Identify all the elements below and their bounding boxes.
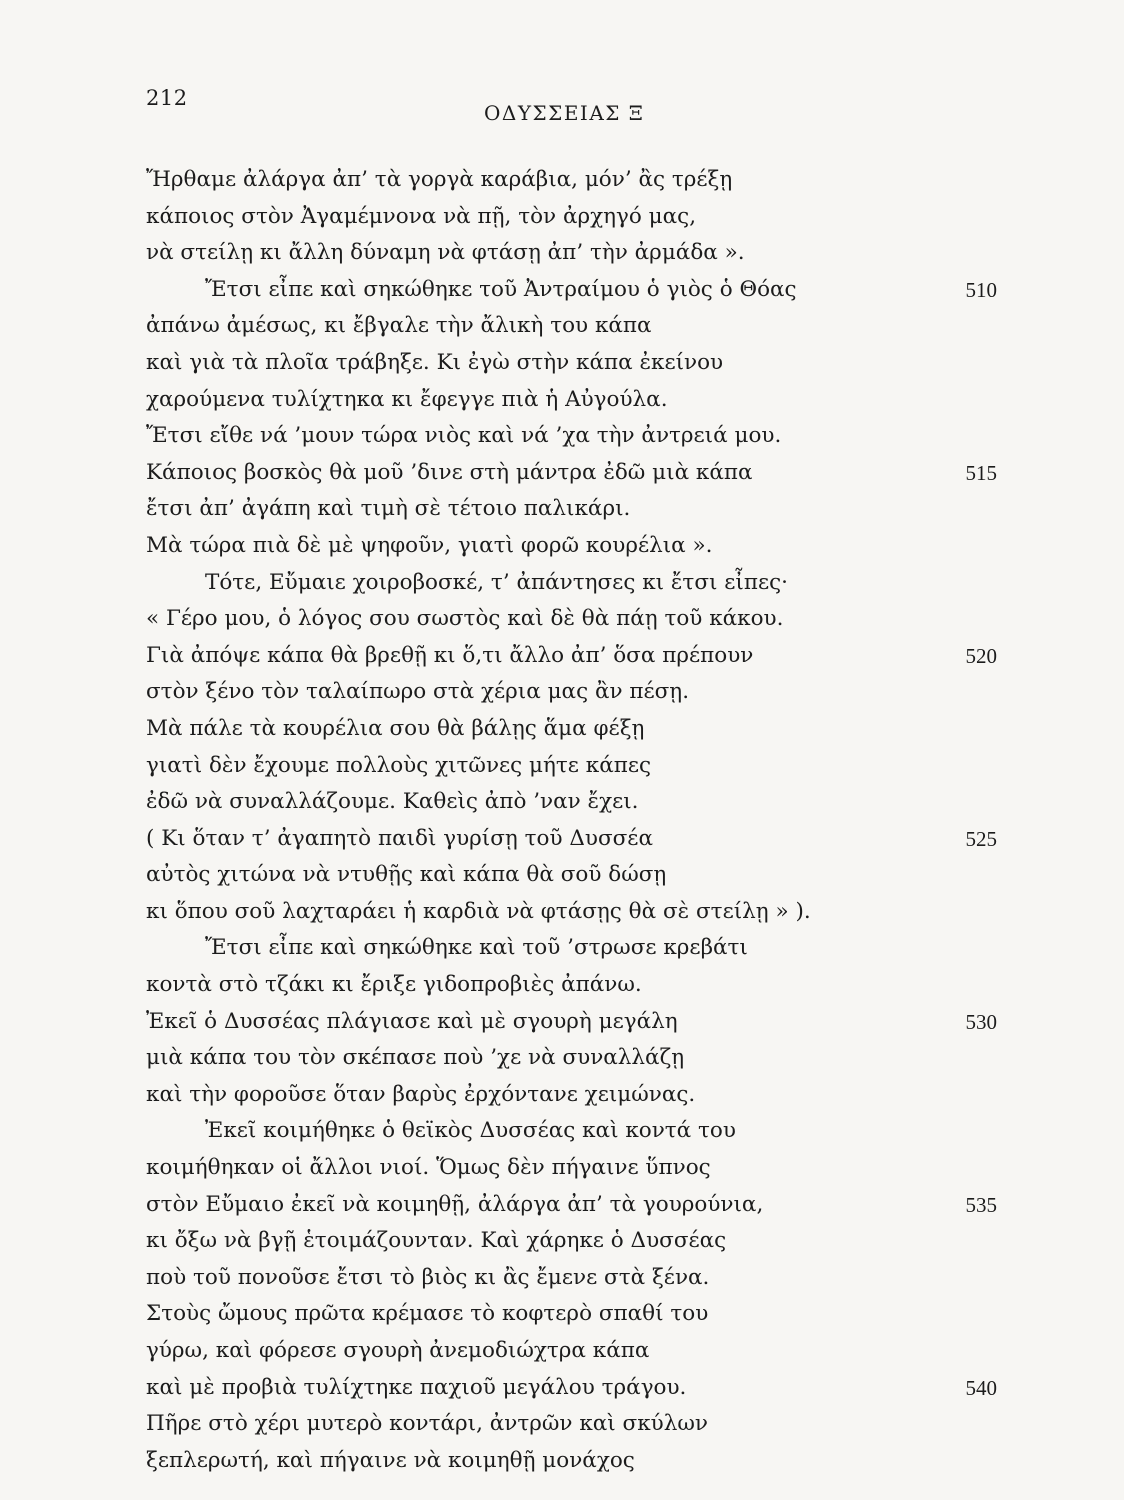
verse-line [0,162,1124,199]
verse-line-text: Στοὺς ὤμους πρῶτα κρέμασε τὸ κοφτερὸ σπαθί του [146,1301,709,1327]
verse-line [0,1260,1124,1297]
verse-line-text: κάποιος στὸν Ἀγαμέμνονα νὰ πῇ, τὸν ἀρχηγό μας, [146,203,697,229]
verse-line [0,1370,1124,1407]
line-number: 520 [965,643,997,668]
verse-line-text: καὶ τὴν φοροῦσε ὅταν βαρὺς ἐρχόντανε χειμώνας. [146,1081,696,1107]
verse-line [0,930,1124,967]
verse-line-text: νὰ στείλῃ κι ἄλλη δύναμη νὰ φτάσῃ ἀπ’ τὴν ἀρμάδα ». [146,240,745,266]
verse-line-text: Ἔτσι εἶπε καὶ σηκώθηκε τοῦ Ἀντραίμου ὁ γιὸς ὁ Θόας [205,276,797,302]
verse-line [0,1443,1124,1480]
verse-line [0,491,1124,528]
verse-line-text: γύρω, καὶ φόρεσε σγουρὴ ἀνεμοδιώχτρα κάπα [146,1338,650,1363]
verse-line-text: χαρούμενα τυλίχτηκα κι ἔφεγγε πιὰ ἡ Αὐγούλα. [146,386,668,412]
verse-line-text: Μὰ τώρα πιὰ δὲ μὲ ψηφοῦν, γιατὶ φορῶ κουρέλια ». [146,532,713,558]
verse-line [0,967,1124,1004]
verse-line-text: στὸν ξένο τὸν ταλαίπωρο στὰ χέρια μας ἂν πέσῃ. [146,679,690,705]
verse-line [0,674,1124,711]
verse-line [0,1406,1124,1443]
verse-line [0,1150,1124,1187]
verse-line [0,1187,1124,1224]
verse-line [0,382,1124,419]
verse-line-text: κοντὰ στὸ τζάκι κι ἔριξε γιδοπροβιὲς ἀπάνω. [146,972,642,998]
verse-line-text: Ἔτσι εἶπε καὶ σηκώθηκε καὶ τοῦ ’στρωσε κρεβάτι [205,935,748,961]
verse-line-text: κι ὄξω νὰ βγῇ ἑτοιμάζουνταν. Καὶ χάρηκε ὁ Δυσσέας [146,1228,727,1254]
verse-line [0,199,1124,236]
verse-line-text: κι ὅπου σοῦ λαχταράει ἡ καρδιὰ νὰ φτάσῃς θὰ σὲ στείλῃ » ). [146,898,811,924]
verse-line-text: ποὺ τοῦ πονοῦσε ἔτσι τὸ βιὸς κι ἂς ἔμενε στὰ ξένα. [146,1264,710,1290]
line-number: 510 [965,277,997,302]
verse-line [0,784,1124,821]
verse-line [0,1223,1124,1260]
verse-line-text: Ἐκεῖ κοιμήθηκε ὁ θεϊκὸς Δυσσέας καὶ κοντά του [205,1118,736,1144]
verse-line [0,821,1124,858]
verse-line-text: ἔτσι ἀπ’ ἀγάπη καὶ τιμὴ σὲ τέτοιο παλικάρι. [146,496,631,522]
verse-line [0,1040,1124,1077]
verse-line-text: αὐτὸς χιτώνα νὰ ντυθῇς καὶ κάπα θὰ σοῦ δώσῃ [146,862,667,888]
verse-line-text: « Γέρο μου, ὁ λόγος σου σωστὸς καὶ δὲ θὰ πάῃ τοῦ κάκου. [146,606,784,632]
verse-line [0,711,1124,748]
verse-line-text: ξεπλερωτή, καὶ πήγαινε νὰ κοιμηθῇ μονάχος [146,1447,635,1473]
verse-line-text: Πῆρε στὸ χέρι μυτερὸ κοντάρι, ἀντρῶν καὶ σκύλων [146,1411,708,1437]
verse-line-text: καὶ μὲ προβιὰ τυλίχτηκε παχιοῦ μεγάλου τράγου. [146,1374,687,1400]
line-number: 515 [965,460,997,485]
verse-line-text: ( Κι ὅταν τ’ ἀγαπητὸ παιδὶ γυρίσῃ τοῦ Δυσσέα [146,825,653,851]
verse-line [0,1333,1124,1370]
verse-line [0,418,1124,455]
verse-line-text: Τότε, Εὔμαιε χοιροβοσκέ, τ’ ἀπάντησες κι ἔτσι εἶπες· [205,569,788,595]
verse-line-text: καὶ γιὰ τὰ πλοῖα τράβηξε. Κι ἐγὼ στὴν κάπα ἐκείνου [146,349,724,375]
verse-line-text: στὸν Εὔμαιο ἐκεῖ νὰ κοιμηθῇ, ἀλάργα ἀπ’ τὰ γουρούνια, [146,1191,764,1217]
line-number: 525 [965,826,997,851]
verse-text [0,162,1124,1479]
verse-line [0,565,1124,602]
verse-line [0,1077,1124,1114]
verse-line-text: κοιμήθηκαν οἱ ἄλλοι νιοί. Ὅμως δὲν πήγαινε ὕπνος [146,1155,711,1181]
verse-line [0,345,1124,382]
verse-line-text: Γιὰ ἀπόψε κάπα θὰ βρεθῇ κι ὅ,τι ἄλλο ἀπ’ ὅσα πρέπουν [146,642,754,668]
verse-line [0,528,1124,565]
verse-line [0,1113,1124,1150]
verse-line [0,235,1124,272]
verse-line-text: μιὰ κάπα του τὸν σκέπασε ποὺ ’χε νὰ συναλλάζῃ [146,1045,685,1071]
verse-line [0,455,1124,492]
verse-line-text: Ἔτσι εἴθε νά ’μουν τώρα νιὸς καὶ νά ’χα τὴν ἀντρειά μου. [146,423,782,449]
running-head: ΟΔΥΣΣΕΙΑΣ Ξ [484,101,645,125]
verse-line [0,1296,1124,1333]
line-number: 540 [965,1375,997,1400]
verse-line [0,894,1124,931]
verse-line-text: Ἤρθαμε ἀλάργα ἀπ’ τὰ γοργὰ καράβια, μόν’ ἂς τρέξῃ [146,167,733,192]
line-number: 530 [965,1009,997,1034]
verse-line [0,748,1124,785]
verse-line-text: Ἐκεῖ ὁ Δυσσέας πλάγιασε καὶ μὲ σγουρὴ μεγάλη [146,1008,678,1034]
verse-line [0,857,1124,894]
verse-line-text: ἀπάνω ἀμέσως, κι ἔβγαλε τὴν ἄλικὴ του κάπα [146,313,652,339]
verse-line-text: Κάποιος βοσκὸς θὰ μοῦ ’δινε στὴ μάντρα ἐδῶ μιὰ κάπα [146,459,753,485]
line-number: 535 [965,1192,997,1217]
verse-line [0,272,1124,309]
verse-line [0,1004,1124,1041]
verse-line-text: ἐδῶ νὰ συναλλάζουμε. Καθεὶς ἀπὸ ’ναν ἔχει. [146,789,639,815]
verse-line-text: Μὰ πάλε τὰ κουρέλια σου θὰ βάλῃς ἅμα φέξῃ [146,715,645,741]
verse-line [0,308,1124,345]
verse-line-text: γιατὶ δὲν ἔχουμε πολλοὺς χιτῶνες μήτε κάπες [146,752,652,778]
verse-line [0,638,1124,675]
verse-line [0,601,1124,638]
page-number: 212 [146,86,188,110]
